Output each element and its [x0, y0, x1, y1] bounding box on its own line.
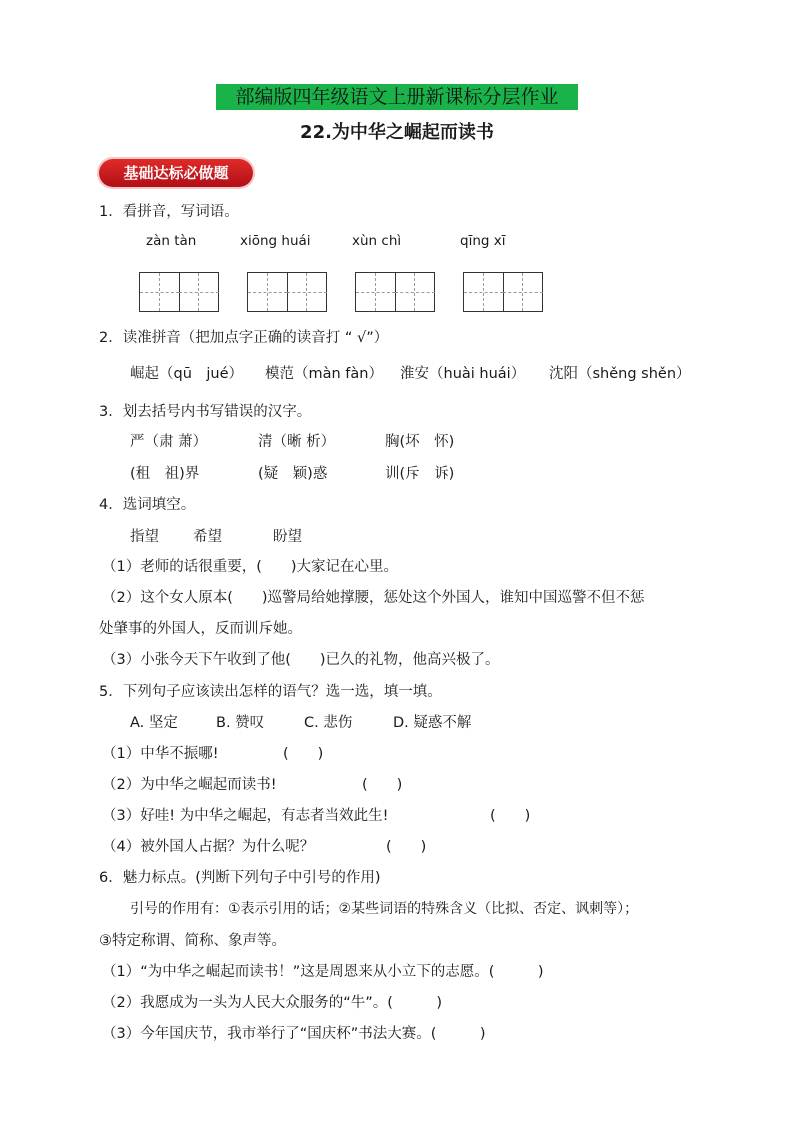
worksheet-banner: 部编版四年级语文上册新课标分层作业: [216, 84, 578, 110]
q1-pinyin-4: qīng xī: [460, 233, 506, 249]
q6-intro-b: ③特定称谓、简称、象声等。: [99, 933, 286, 949]
q6-title: 6．魅力标点。(判断下列句子中引号的作用): [99, 870, 381, 886]
q3-title: 3．划去括号内书写错误的汉字。: [99, 404, 312, 420]
q5-title: 5．下列句子应该读出怎样的语气？选一选，填一填。: [99, 684, 442, 700]
writing-grid-2[interactable]: [247, 272, 327, 312]
q3-row2-b: (疑 颖)惑: [258, 466, 328, 482]
writing-grid-3[interactable]: [355, 272, 435, 312]
q4-sentence-2a: （2）这个女人原本( )巡警局给她撑腰，惩处这个外国人，谁知中国巡警不但不惩: [102, 590, 645, 606]
q1-pinyin-1: zàn tàn: [146, 233, 197, 249]
q5-option-c: C. 悲伤: [304, 715, 353, 731]
q5-answer-4[interactable]: ( ): [386, 839, 427, 855]
q4-word-1: 指望: [130, 529, 159, 545]
q6-sentence-1: （1）“为中华之崛起而读书！”这是周恩来从小立下的志愿。( ): [102, 964, 544, 980]
q4-sentence-3: （3）小张今天下午收到了他( )已久的礼物，他高兴极了。: [102, 652, 500, 668]
q6-sentence-3: （3）今年国庆节，我市举行了“国庆杯”书法大赛。( ): [102, 1026, 486, 1042]
q5-option-a: A. 坚定: [130, 715, 178, 731]
q1-pinyin-2: xiōng huái: [240, 233, 311, 249]
lesson-title: 22.为中华之崛起而读书: [300, 122, 494, 143]
q5-answer-3[interactable]: ( ): [490, 808, 531, 824]
writing-grid-4[interactable]: [463, 272, 543, 312]
q5-item-3: （3）好哇! 为中华之崛起，有志者当效此生!: [102, 808, 389, 824]
q5-answer-2[interactable]: ( ): [362, 777, 403, 793]
q4-sentence-1: （1）老师的话很重要，( )大家记在心里。: [102, 559, 399, 575]
q1-title: 1．看拼音，写词语。: [99, 204, 239, 220]
q2-item-3: 淮安（huài huái）: [400, 366, 526, 382]
section-label: 基础达标必做题: [99, 159, 253, 187]
q3-row1-b: 清（晰 析）: [258, 434, 336, 450]
q2-item-2: 模范（màn fàn）: [265, 366, 383, 382]
q3-row2-c: 训(斥 诉): [385, 466, 455, 482]
q3-row1-a: 严（肃 萧）: [130, 434, 208, 450]
q5-option-d: D. 疑惑不解: [393, 715, 472, 731]
q2-item-4: 沈阳（shěng shěn）: [549, 366, 691, 382]
q1-pinyin-3: xùn chì: [352, 233, 402, 249]
q4-word-3: 盼望: [273, 529, 302, 545]
writing-grid-1[interactable]: [139, 272, 219, 312]
q5-item-4: （4）被外国人占据？为什么呢？: [102, 839, 315, 855]
q4-word-2: 希望: [193, 529, 222, 545]
q4-sentence-2b: 处肇事的外国人，反而训斥她。: [99, 621, 302, 637]
q2-title: 2．读准拼音（把加点字正确的读音打 “ √”）: [99, 330, 389, 346]
q6-intro-a: 引号的作用有：①表示引用的话；②某些词语的特殊含义（比拟、否定、讽刺等）；: [130, 901, 639, 917]
q5-item-1: （1）中华不振哪!: [102, 746, 219, 762]
q5-item-2: （2）为中华之崛起而读书!: [102, 777, 277, 793]
q3-row1-c: 胸(坏 怀): [385, 434, 455, 450]
q5-answer-1[interactable]: ( ): [283, 746, 324, 762]
q5-option-b: B. 赞叹: [216, 715, 265, 731]
q2-item-1: 崛起（qū jué）: [130, 366, 244, 382]
q6-sentence-2: （2）我愿成为一头为人民大众服务的“牛”。( ): [102, 995, 443, 1011]
q3-row2-a: (租 祖)界: [130, 466, 200, 482]
q4-title: 4．选词填空。: [99, 497, 196, 513]
